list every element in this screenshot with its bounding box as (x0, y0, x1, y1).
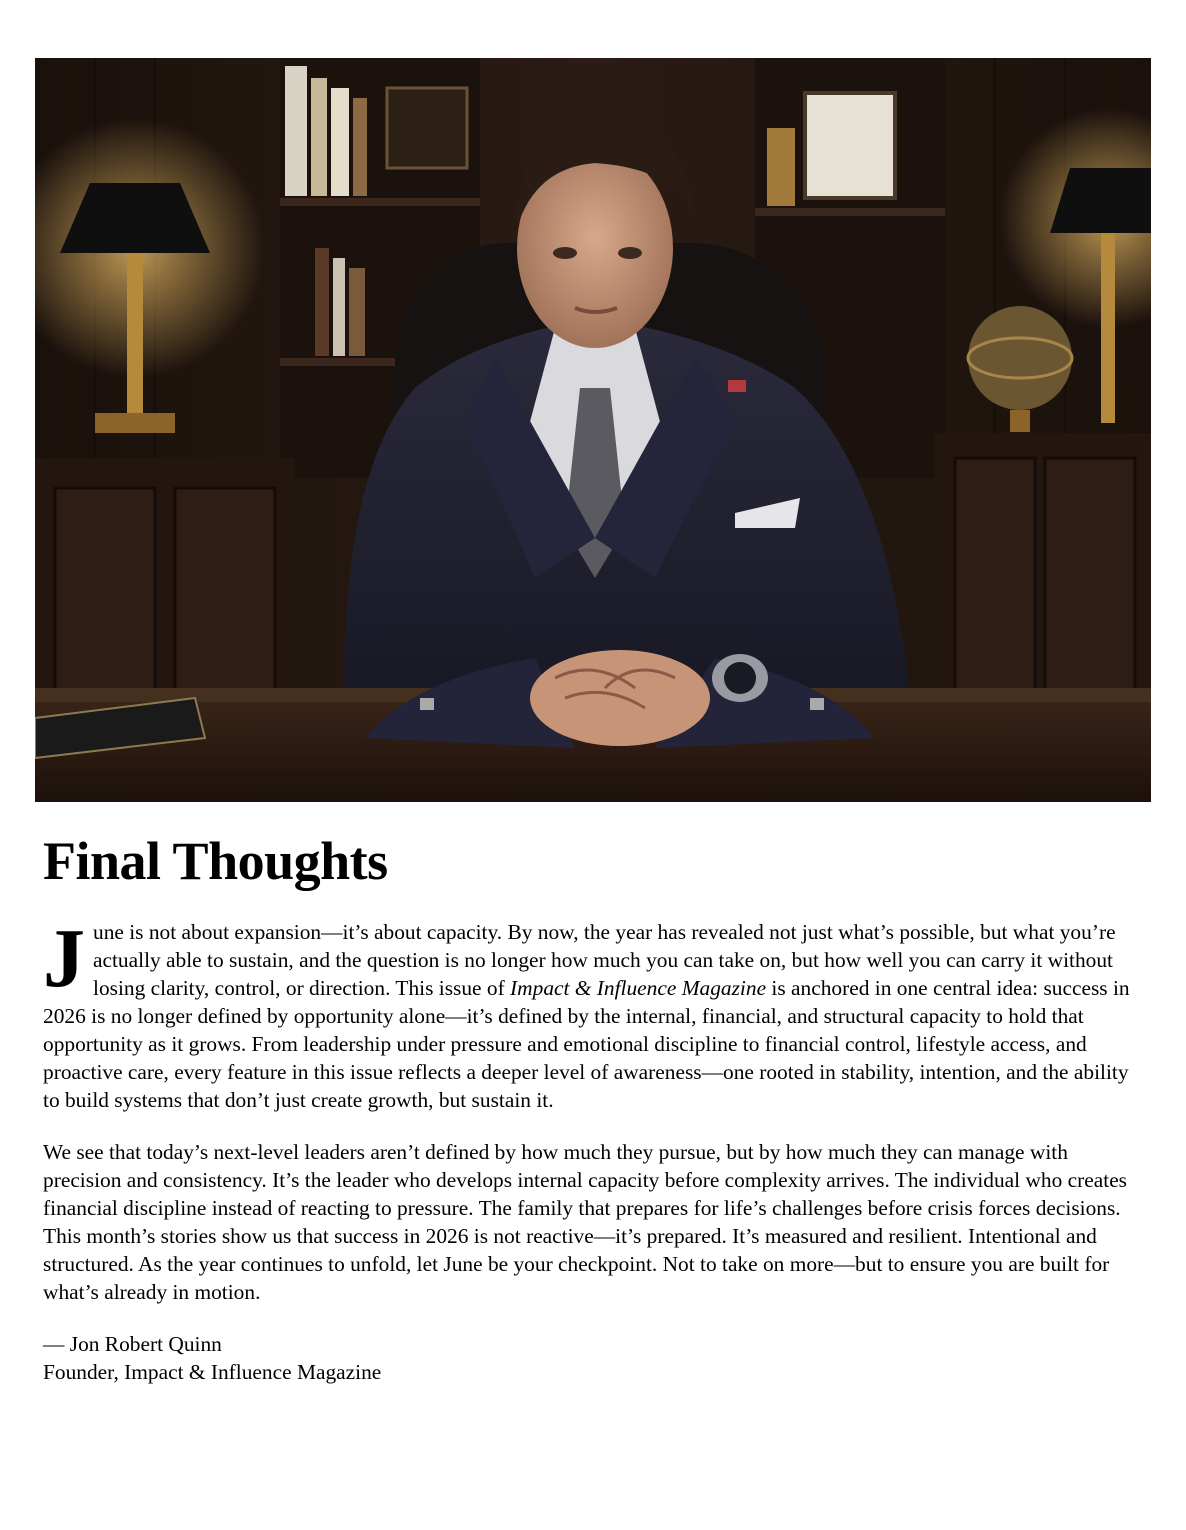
signature-block (43, 1330, 1145, 1386)
intro-text-start: une is not about expansion—it’s about capacity. By now, the year has revealed not just what’s possible, but what you’re actually able to sustain, and the question is no longer how much you can take on, but how well you can carry it without losing clarity, control, or direction. This issue of (93, 920, 1116, 1000)
office-portrait-illustration (35, 58, 1151, 802)
article-body (43, 912, 1145, 1386)
signature-role: Founder, Impact & Influence Magazine (43, 1360, 382, 1384)
intro-text-end: is anchored in one central idea: success in 2026 is no longer defined by opportunity alone—it’s defined by the internal, financial, and structural capacity to hold that opportunity as it grows. From leadership under pressure and emotional discipline to financial control, lifestyle access, and proactive care, every feature in this issue reflects a deeper level of awareness—one rooted in stability, intention, and the ability to build systems that don’t just create growth, but sustain it. (43, 976, 1130, 1112)
intro-paragraph (43, 912, 1145, 1114)
hero-photo (35, 58, 1151, 802)
signature-name: — Jon Robert Quinn (43, 1332, 222, 1356)
drop-cap: J (43, 912, 85, 1005)
second-paragraph: We see that today’s next-level leaders aren’t defined by how much they pursue, but by how much they can manage with precision and consistency. It’s the leader who develops internal capacity before complexity arrives. The individual who creates financial discipline instead of reacting to pressure. The family that prepares for life’s challenges before crisis forces decisions. This month’s stories show us that success in 2026 is not reactive—it’s prepared. It’s measured and resilient. Intentional and structured. As the year continues to unfold, let June be your checkpoint. Not to take on more—but to ensure you are built for what’s already in motion. (43, 1140, 1128, 1304)
magazine-title: Impact & Influence Magazine (510, 976, 767, 1000)
page-title: Final Thoughts (43, 831, 388, 891)
